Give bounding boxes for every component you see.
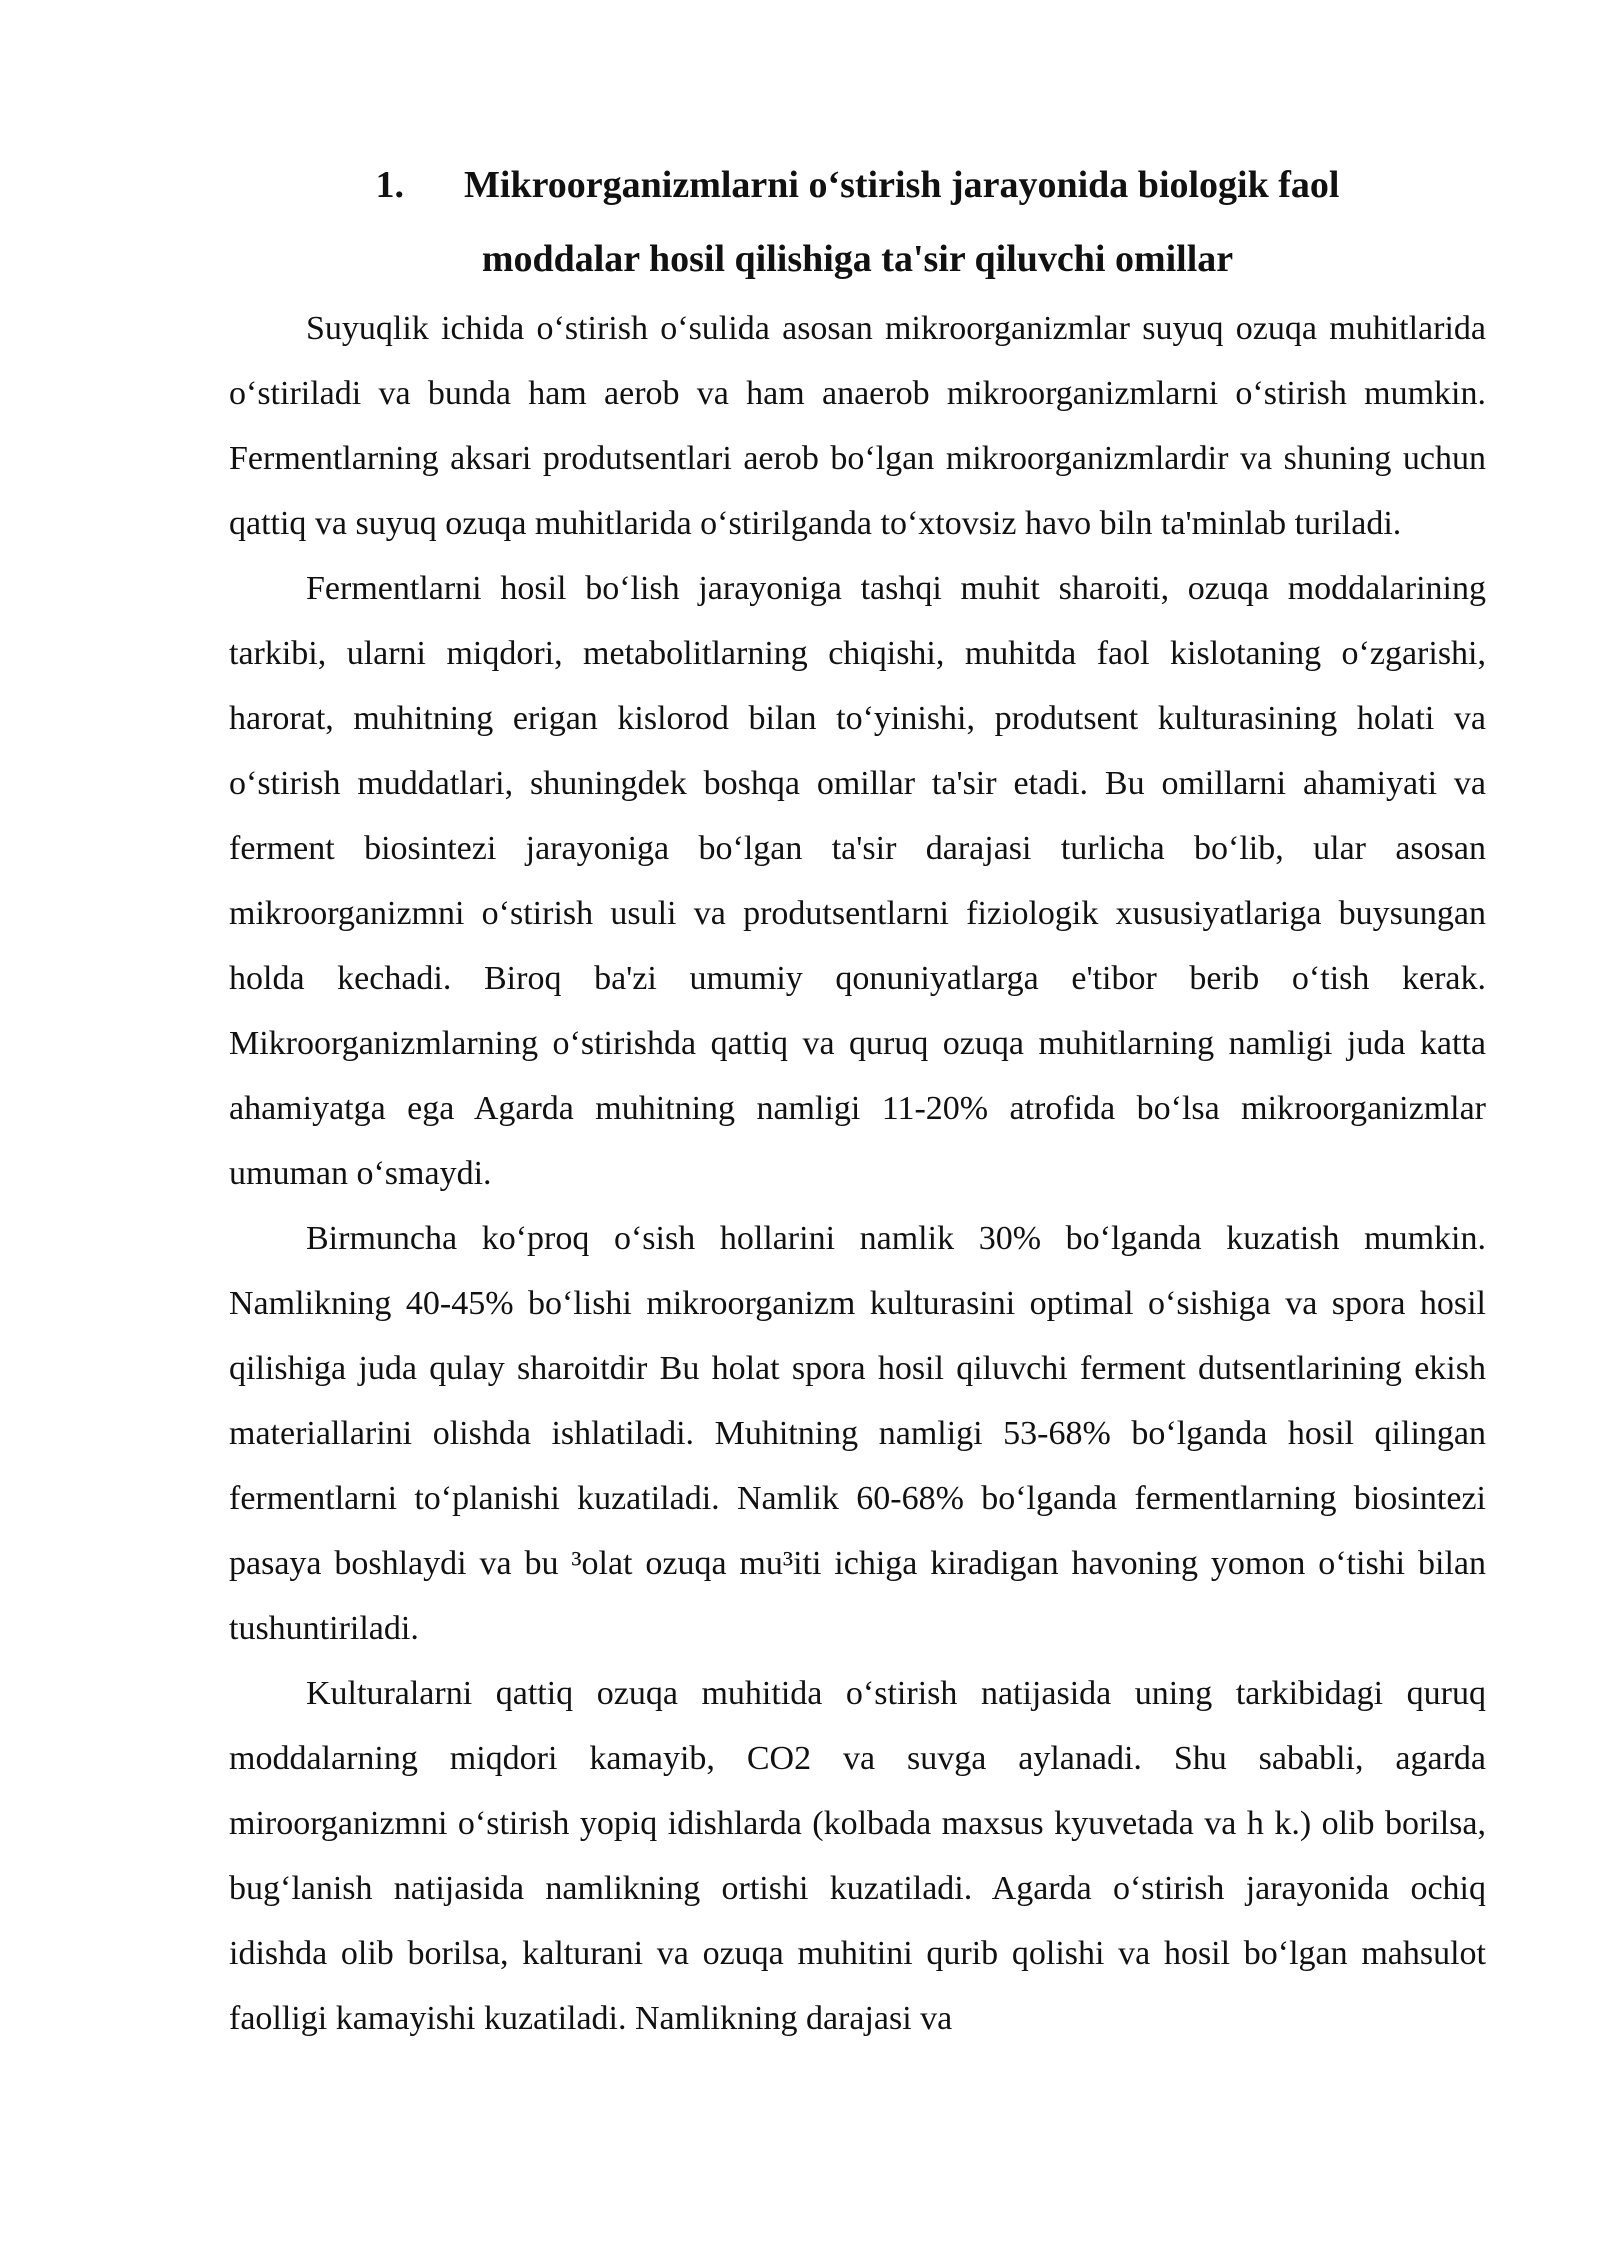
paragraph-4: Kulturalarni qattiq ozuqa muhitida o‘stirish natijasida uning tarkibidagi quruq moddalarning miqdori kamayib, CO2 va suvga aylanadi. Shu sababli, agarda miroorganizmni o‘stirish yopiq idishlarda (kolbada maxsus kyuvetada va h k.) olib borilsa, bug‘lanish natijasida namlikning ortishi kuzatiladi. Agarda o‘stirish jarayonida ochiq idishda olib borilsa, kalturani va ozuqa muhitini qurib qolishi va hosil bo‘lgan mahsulot faolligi kamayishi kuzatiladi. Namlikning darajasi va — [229, 1675, 1486, 2037]
heading-line-2: moddalar hosil qilishiga ta'sir qiluvchi omillar — [481, 238, 1234, 280]
heading-text-1: Mikroorganizmlarni o‘stirish jarayonida biologik faol — [464, 164, 1340, 206]
paragraph-1: Suyuqlik ichida o‘stirish o‘sulida asosan mikroorganizmlar suyuq ozuqa muhitlarida o‘stiriladi va bunda ham aerob va ham anaerob mikroorganizmlarni o‘stirish mumkin. Fermentlarning aksari produtsentlari aerob bo‘lgan mikroorganizmlardir va shuning uchun qattiq va suyuq ozuqa muhitlarida o‘stirilganda to‘xtovsiz havo biln ta'minlab turiladi. — [229, 310, 1486, 542]
heading-line-1 — [376, 164, 1340, 206]
document-page — [229, 148, 1486, 2051]
section-heading — [229, 148, 1486, 296]
paragraph-2: Fermentlarni hosil bo‘lish jarayoniga tashqi muhit sharoiti, ozuqa moddalarining tarkibi, ularni miqdori, metabolitlarning chiqishi, muhitda faol kislotaning o‘zgarishi, harorat, muhitning erigan kislorod bilan to‘yinishi, produtsent kulturasining holati va o‘stirish muddatlari, shuningdek boshqa omillar ta'sir etadi. Bu omillarni ahamiyati va ferment biosintezi jarayoniga bo‘lgan ta'sir darajasi turlicha bo‘lib, ular asosan mikroorganizmni o‘stirish usuli va produtsentlarni fiziologik xususiyatlariga buysungan holda kechadi. Biroq ba'zi umumiy qonuniyatlarga e'tibor berib o‘tish kerak. Mikroorganizmlarning o‘stirishda qattiq va quruq ozuqa muhitlarning namligi juda katta ahamiyatga ega Agarda muhitning namligi 11-20% atrofida bo‘lsa mikroorganizmlar umuman o‘smaydi. — [229, 570, 1486, 1192]
paragraph-3: Birmuncha ko‘proq o‘sish hollarini namlik 30% bo‘lganda kuzatish mumkin. Namlikning 40-45% bo‘lishi mikroorganizm kulturasini optimal o‘sishiga va spora hosil qilishiga juda qulay sharoitdir Bu holat spora hosil qiluvchi ferment dutsentlarining ekish materiallarini olishda ishlatiladi. Muhitning namligi 53-68% bo‘lganda hosil qilingan fermentlarni to‘planishi kuzatiladi. Namlik 60-68% bo‘lganda fermentlarning biosintezi pasaya boshlaydi va bu ³olat ozuqa mu³iti ichiga kiradigan havoning yomon o‘tishi bilan tushuntiriladi. — [229, 1220, 1486, 1647]
section-number: 1. — [375, 164, 405, 206]
